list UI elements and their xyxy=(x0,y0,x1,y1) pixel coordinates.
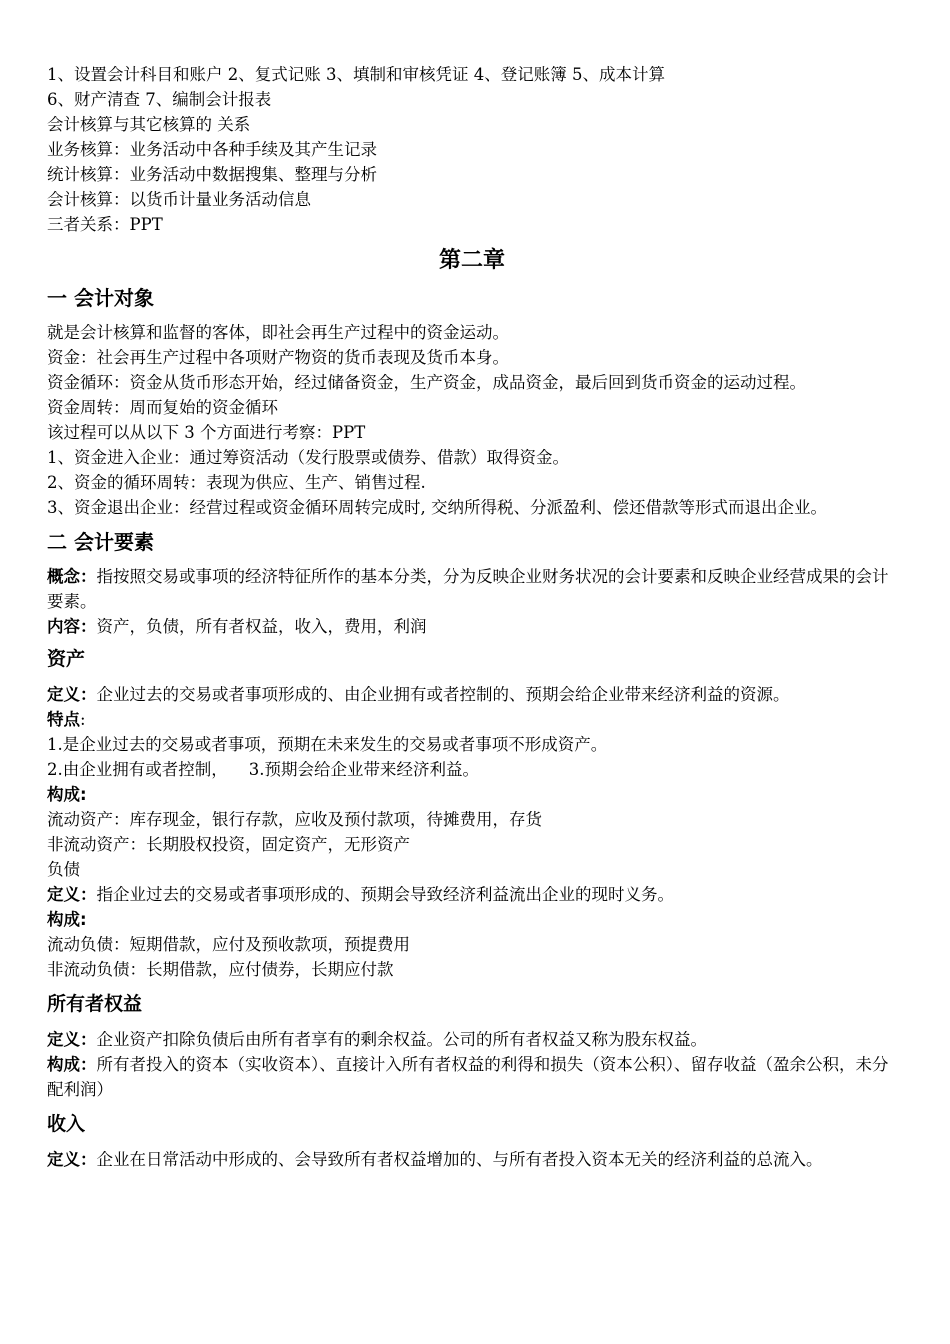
assets-def-text: 企业过去的交易或者事项形成的、由企业拥有或者控制的、预期会给企业带来经济利益的资源。 xyxy=(96,685,790,704)
content-text: 资产，负债，所有者权益，收入，费用，利润 xyxy=(96,617,427,636)
income-def-text: 企业在日常活动中形成的、会导致所有者权益增加的、与所有者投入资本无关的经济利益的总流入。 xyxy=(96,1150,823,1169)
aspect-1: 1、资金进入企业：通过筹资活动（发行股票或债券、借款）取得资金。 xyxy=(47,448,569,467)
equity-definition xyxy=(47,1027,897,1052)
content-label: 内容： xyxy=(47,617,97,636)
section-accounting-elements-title: 二 会计要素 xyxy=(47,530,154,554)
assets-definition xyxy=(47,682,897,707)
equity-comp-label: 构成： xyxy=(47,1055,97,1074)
concept-label: 概念： xyxy=(47,567,97,586)
business-accounting: 业务核算：业务活动中各种手续及其产生记录 xyxy=(47,140,377,159)
assets-feature-2-3: 2.由企业拥有或者控制， 3.预期会给企业带来经济利益。 xyxy=(47,760,479,779)
assets-features xyxy=(47,707,897,732)
liabilities-composition-label: 构成: xyxy=(47,910,87,929)
equity-def-text: 企业资产扣除负债后由所有者享有的剩余权益。公司的所有者权益又称为股东权益。 xyxy=(96,1030,707,1049)
income-title: 收入 xyxy=(47,1113,86,1135)
concept-text: 指按照交易或事项的经济特征所作的基本分类，分为反映企业财务状况的会计要素和反映企业经营成果的会计要素。 xyxy=(47,567,889,611)
assets-def-label: 定义： xyxy=(47,685,97,704)
income-def-label: 定义： xyxy=(47,1150,97,1169)
steps-line-1: 1、设置会计科目和账户 2、复式记账 3、填制和审核凭证 4、登记账簿 5、成本计算 xyxy=(47,65,665,84)
liabilities-def-text: 指企业过去的交易或者事项形成的、预期会导致经济利益流出企业的现时义务。 xyxy=(96,885,674,904)
noncurrent-assets: 非流动资产：长期股权投资，固定资产，无形资产 xyxy=(47,835,410,854)
statistical-accounting: 统计核算：业务活动中数据搜集、整理与分析 xyxy=(47,165,377,184)
object-definition: 就是会计核算和监督的客体，即社会再生产过程中的资金运动。 xyxy=(47,323,509,342)
funds-turnover: 资金周转：周而复始的资金循环 xyxy=(47,398,278,417)
current-assets: 流动资产：库存现金，银行存款，应收及预付款项，待摊费用，存货 xyxy=(47,810,542,829)
three-relation: 三者关系：PPT xyxy=(47,215,163,234)
steps-line-2: 6、财产清查 7、编制会计报表 xyxy=(47,90,272,109)
liabilities-title: 负债 xyxy=(47,860,80,879)
funds-definition: 资金：社会再生产过程中各项财产物资的货币表现及货币本身。 xyxy=(47,348,509,367)
concept-paragraph xyxy=(47,564,897,614)
assets-composition-label: 构成: xyxy=(47,785,87,804)
assets-feature-label: 特点 xyxy=(47,710,80,729)
liabilities-def-label: 定义： xyxy=(47,885,97,904)
section-accounting-object-title: 一 会计对象 xyxy=(47,286,154,310)
content-paragraph xyxy=(47,614,897,639)
assets-feature-colon: : xyxy=(80,710,86,729)
equity-title: 所有者权益 xyxy=(47,993,143,1015)
document-page xyxy=(47,62,897,1172)
assets-feature-1: 1.是企业过去的交易或者事项，预期在未来发生的交易或者事项不形成资产。 xyxy=(47,735,608,754)
equity-composition xyxy=(47,1052,897,1102)
financial-accounting: 会计核算：以货币计量业务活动信息 xyxy=(47,190,311,209)
equity-def-label: 定义： xyxy=(47,1030,97,1049)
aspect-3: 3、资金退出企业：经营过程或资金循环周转完成时, 交纳所得税、分派盈利、偿还借款等形式而退出企业。 xyxy=(47,498,827,517)
relation-title: 会计核算与其它核算的 关系 xyxy=(47,115,251,134)
process-aspects: 该过程可以从以下 3 个方面进行考察：PPT xyxy=(47,423,366,442)
assets-title: 资产 xyxy=(47,648,86,670)
equity-comp-text: 所有者投入的资本（实收资本）、直接计入所有者权益的利得和损失（资本公积）、留存收益（盈余公积，未分配利润） xyxy=(47,1055,889,1099)
income-definition xyxy=(47,1147,897,1172)
funds-cycle: 资金循环：资金从货币形态开始，经过储备资金，生产资金，成品资金，最后回到货币资金的运动过程。 xyxy=(47,373,806,392)
chapter-title: 第二章 xyxy=(438,248,505,273)
noncurrent-liabilities: 非流动负债：长期借款，应付债券，长期应付款 xyxy=(47,960,394,979)
aspect-2: 2、资金的循环周转：表现为供应、生产、销售过程. xyxy=(47,473,426,492)
current-liabilities: 流动负债：短期借款，应付及预收款项，预提费用 xyxy=(47,935,410,954)
liabilities-definition xyxy=(47,882,897,907)
